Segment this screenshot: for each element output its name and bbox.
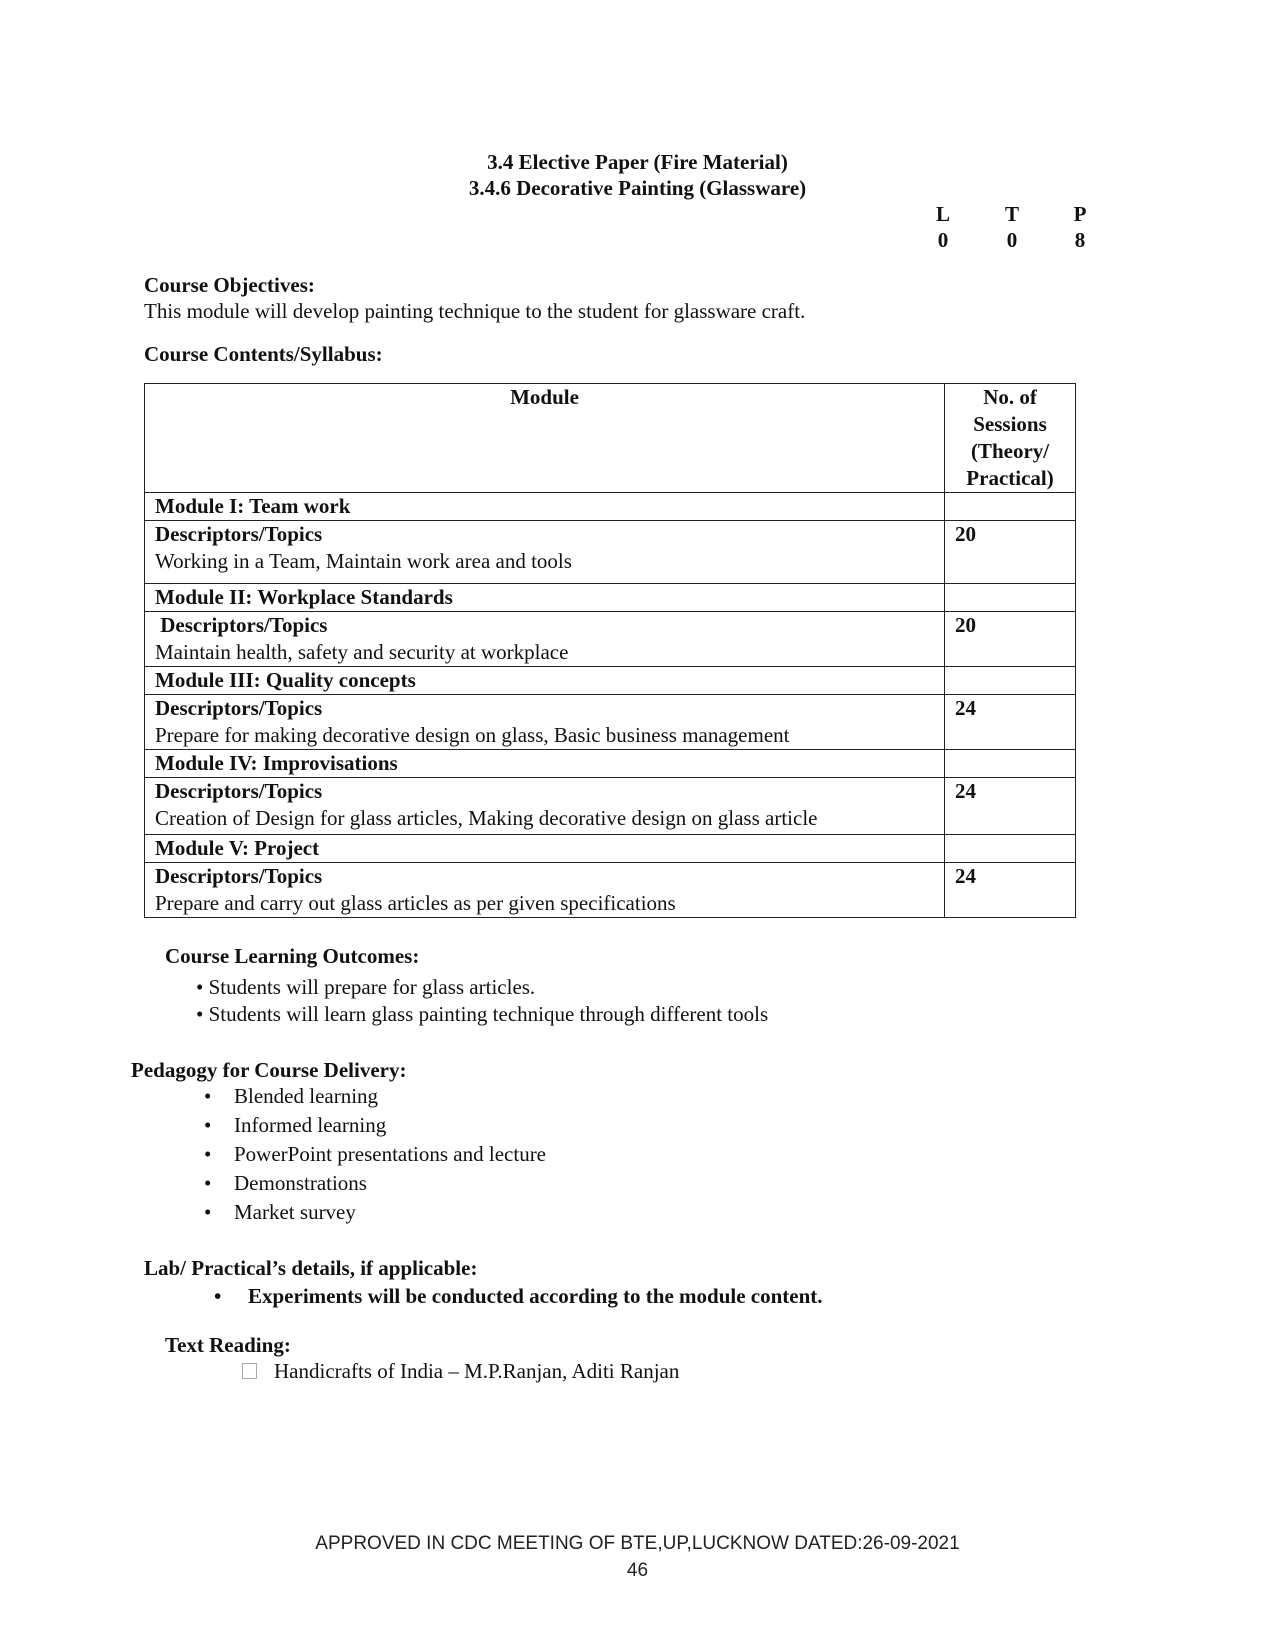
module-column-header: Module <box>145 384 945 493</box>
module-descriptors <box>145 863 945 918</box>
module-title: Module II: Workplace Standards <box>145 584 945 612</box>
descriptors-text: Prepare for making decorative design on glass, Basic business management <box>155 723 790 747</box>
pedagogy-item: Market survey <box>234 1200 356 1224</box>
sessions-count: 24 <box>945 863 1076 918</box>
empty-cell <box>945 584 1076 612</box>
sessions-count: 20 <box>945 521 1076 584</box>
descriptors-heading: Descriptors/Topics <box>155 696 323 720</box>
bullet-icon: • <box>204 1113 212 1137</box>
outcome-text: Students will prepare for glass articles. <box>208 975 536 999</box>
lab-item: Experiments will be conducted according to the module content. <box>248 1284 823 1308</box>
pedagogy-item: Blended learning <box>234 1084 379 1108</box>
table-header-row <box>145 384 1076 493</box>
bullet-icon: • <box>204 1200 212 1224</box>
table-row <box>145 863 1076 918</box>
sessions-header-line: Sessions <box>973 412 1047 436</box>
empty-cell <box>945 835 1076 863</box>
outcome-item <box>196 1002 768 1027</box>
sessions-count: 20 <box>945 612 1076 667</box>
syllabus-table <box>144 383 1076 918</box>
approval-footer: APPROVED IN CDC MEETING OF BTE,UP,LUCKNOW DATED:26-09-2021 <box>315 1533 960 1554</box>
pedagogy-heading: Pedagogy for Course Delivery: <box>131 1058 407 1082</box>
empty-cell <box>945 750 1076 778</box>
bullet-icon: • <box>204 1142 212 1166</box>
outcomes-heading: Course Learning Outcomes: <box>165 944 420 968</box>
descriptors-heading: Descriptors/Topics <box>155 522 323 546</box>
ltp-value-t: 0 <box>1006 228 1018 252</box>
sessions-header-line: (Theory/ <box>970 439 1050 463</box>
bullet-icon: • <box>204 1084 212 1108</box>
table-row <box>145 750 1076 778</box>
sessions-header-line: No. of <box>983 385 1037 409</box>
bullet-icon: • <box>214 1284 222 1308</box>
reading-item: Handicrafts of India – M.P.Ranjan, Aditi Ranjan <box>274 1359 680 1383</box>
sessions-column-header <box>945 384 1076 493</box>
ltp-value-l: 0 <box>937 228 949 252</box>
descriptors-heading: Descriptors/Topics <box>155 613 328 637</box>
page-title: 3.4 Elective Paper (Fire Material) <box>487 150 788 174</box>
ltp-label-l: L <box>935 202 950 226</box>
sessions-count: 24 <box>945 695 1076 750</box>
ltp-value-p: 8 <box>1074 228 1086 252</box>
table-row <box>145 521 1076 584</box>
module-title: Module III: Quality concepts <box>145 667 945 695</box>
lab-heading: Lab/ Practical’s details, if applicable: <box>144 1256 478 1280</box>
reading-heading: Text Reading: <box>165 1333 291 1357</box>
outcome-item <box>196 975 535 1000</box>
descriptors-heading: Descriptors/Topics <box>155 864 323 888</box>
descriptors-text: Working in a Team, Maintain work area and tools <box>155 549 572 573</box>
module-title: Module IV: Improvisations <box>145 750 945 778</box>
page-subtitle: 3.4.6 Decorative Painting (Glassware) <box>468 176 807 200</box>
table-row <box>145 695 1076 750</box>
table-row <box>145 667 1076 695</box>
module-descriptors <box>145 778 945 835</box>
descriptors-text: Prepare and carry out glass articles as per given specifications <box>155 891 676 915</box>
descriptors-heading: Descriptors/Topics <box>155 779 323 803</box>
objectives-heading: Course Objectives: <box>144 273 315 297</box>
descriptors-text: Creation of Design for glass articles, Making decorative design on glass article <box>155 806 818 830</box>
sessions-count: 24 <box>945 778 1076 835</box>
bullet-icon: • <box>196 1002 204 1026</box>
ltp-label-t: T <box>1004 202 1019 226</box>
table-row <box>145 612 1076 667</box>
module-descriptors <box>145 695 945 750</box>
bullet-icon: • <box>196 975 204 999</box>
descriptors-text: Maintain health, safety and security at workplace <box>155 640 569 664</box>
pedagogy-item: PowerPoint presentations and lecture <box>234 1142 547 1166</box>
pedagogy-item: Informed learning <box>234 1113 387 1137</box>
syllabus-heading: Course Contents/Syllabus: <box>144 342 383 366</box>
page-number: 46 <box>626 1560 649 1581</box>
sessions-header-line: Practical) <box>966 466 1054 490</box>
module-title: Module I: Team work <box>145 493 945 521</box>
table-row <box>145 778 1076 835</box>
checkbox-bullet-icon <box>242 1363 257 1379</box>
bullet-icon: • <box>204 1171 212 1195</box>
module-descriptors <box>145 612 945 667</box>
table-row <box>145 835 1076 863</box>
objectives-text: This module will develop painting technique to the student for glassware craft. <box>144 299 806 323</box>
table-row <box>145 493 1076 521</box>
module-title: Module V: Project <box>145 835 945 863</box>
pedagogy-item: Demonstrations <box>234 1171 367 1195</box>
module-descriptors <box>145 521 945 584</box>
empty-cell <box>945 667 1076 695</box>
table-row <box>145 584 1076 612</box>
empty-cell <box>945 493 1076 521</box>
ltp-label-p: P <box>1073 202 1087 226</box>
outcome-text: Students will learn glass painting technique through different tools <box>208 1002 769 1026</box>
